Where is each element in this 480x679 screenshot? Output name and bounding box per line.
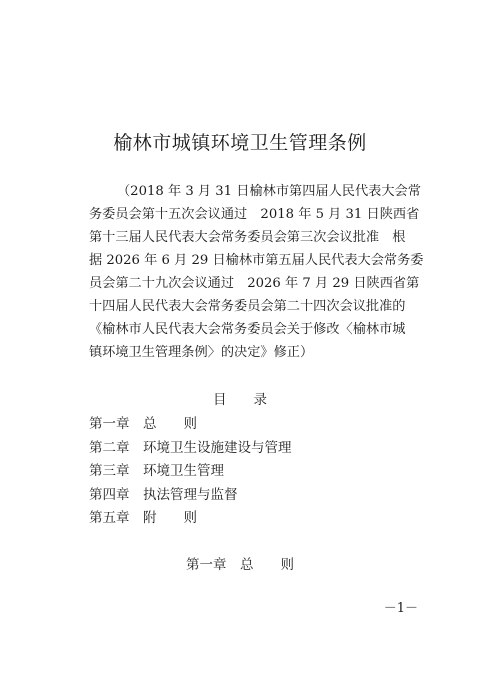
table-of-contents <box>89 413 401 531</box>
toc-heading: 目 录 <box>213 392 267 408</box>
toc-item: 第一章 总 则 <box>89 416 197 432</box>
preamble-line: 员会第二十九次会议通过 2026 年 7 月 29 日陕西省第 <box>89 276 420 291</box>
chapter-heading: 第一章 总 则 <box>186 557 294 573</box>
preamble-line: 务委员会第十五次会议通过 2018 年 5 月 31 日陕西省 <box>89 207 420 222</box>
toc-item: 第四章 执法管理与监督 <box>89 486 238 503</box>
document-title: 榆林市城镇环境卫生管理条例 <box>113 132 367 154</box>
page-number: －1－ <box>383 601 418 616</box>
preamble-line: 镇环境卫生管理条例〉的决定》修正） <box>89 345 314 360</box>
preamble-line: 《榆林市人民代表大会常务委员会关于修改〈榆林市城 <box>89 322 406 337</box>
toc-item: 第二章 环境卫生设施建设与管理 <box>89 439 292 456</box>
toc-item: 第三章 环境卫生管理 <box>89 463 224 480</box>
toc-item: 第五章 附 则 <box>89 510 197 527</box>
preamble-line: 据 2026 年 6 月 29 日榆林市第五届人民代表大会常务委 <box>89 253 424 268</box>
preamble-line: 十四届人民代表大会常务委员会第二十四次会议批准的 <box>89 299 406 314</box>
preamble-line: 第十三届人民代表大会常务委员会第三次会议批准 根 <box>89 230 406 245</box>
preamble-line: （2018 年 3 月 31 日榆林市第四届人民代表大会常 <box>117 184 421 199</box>
preamble <box>89 180 424 364</box>
